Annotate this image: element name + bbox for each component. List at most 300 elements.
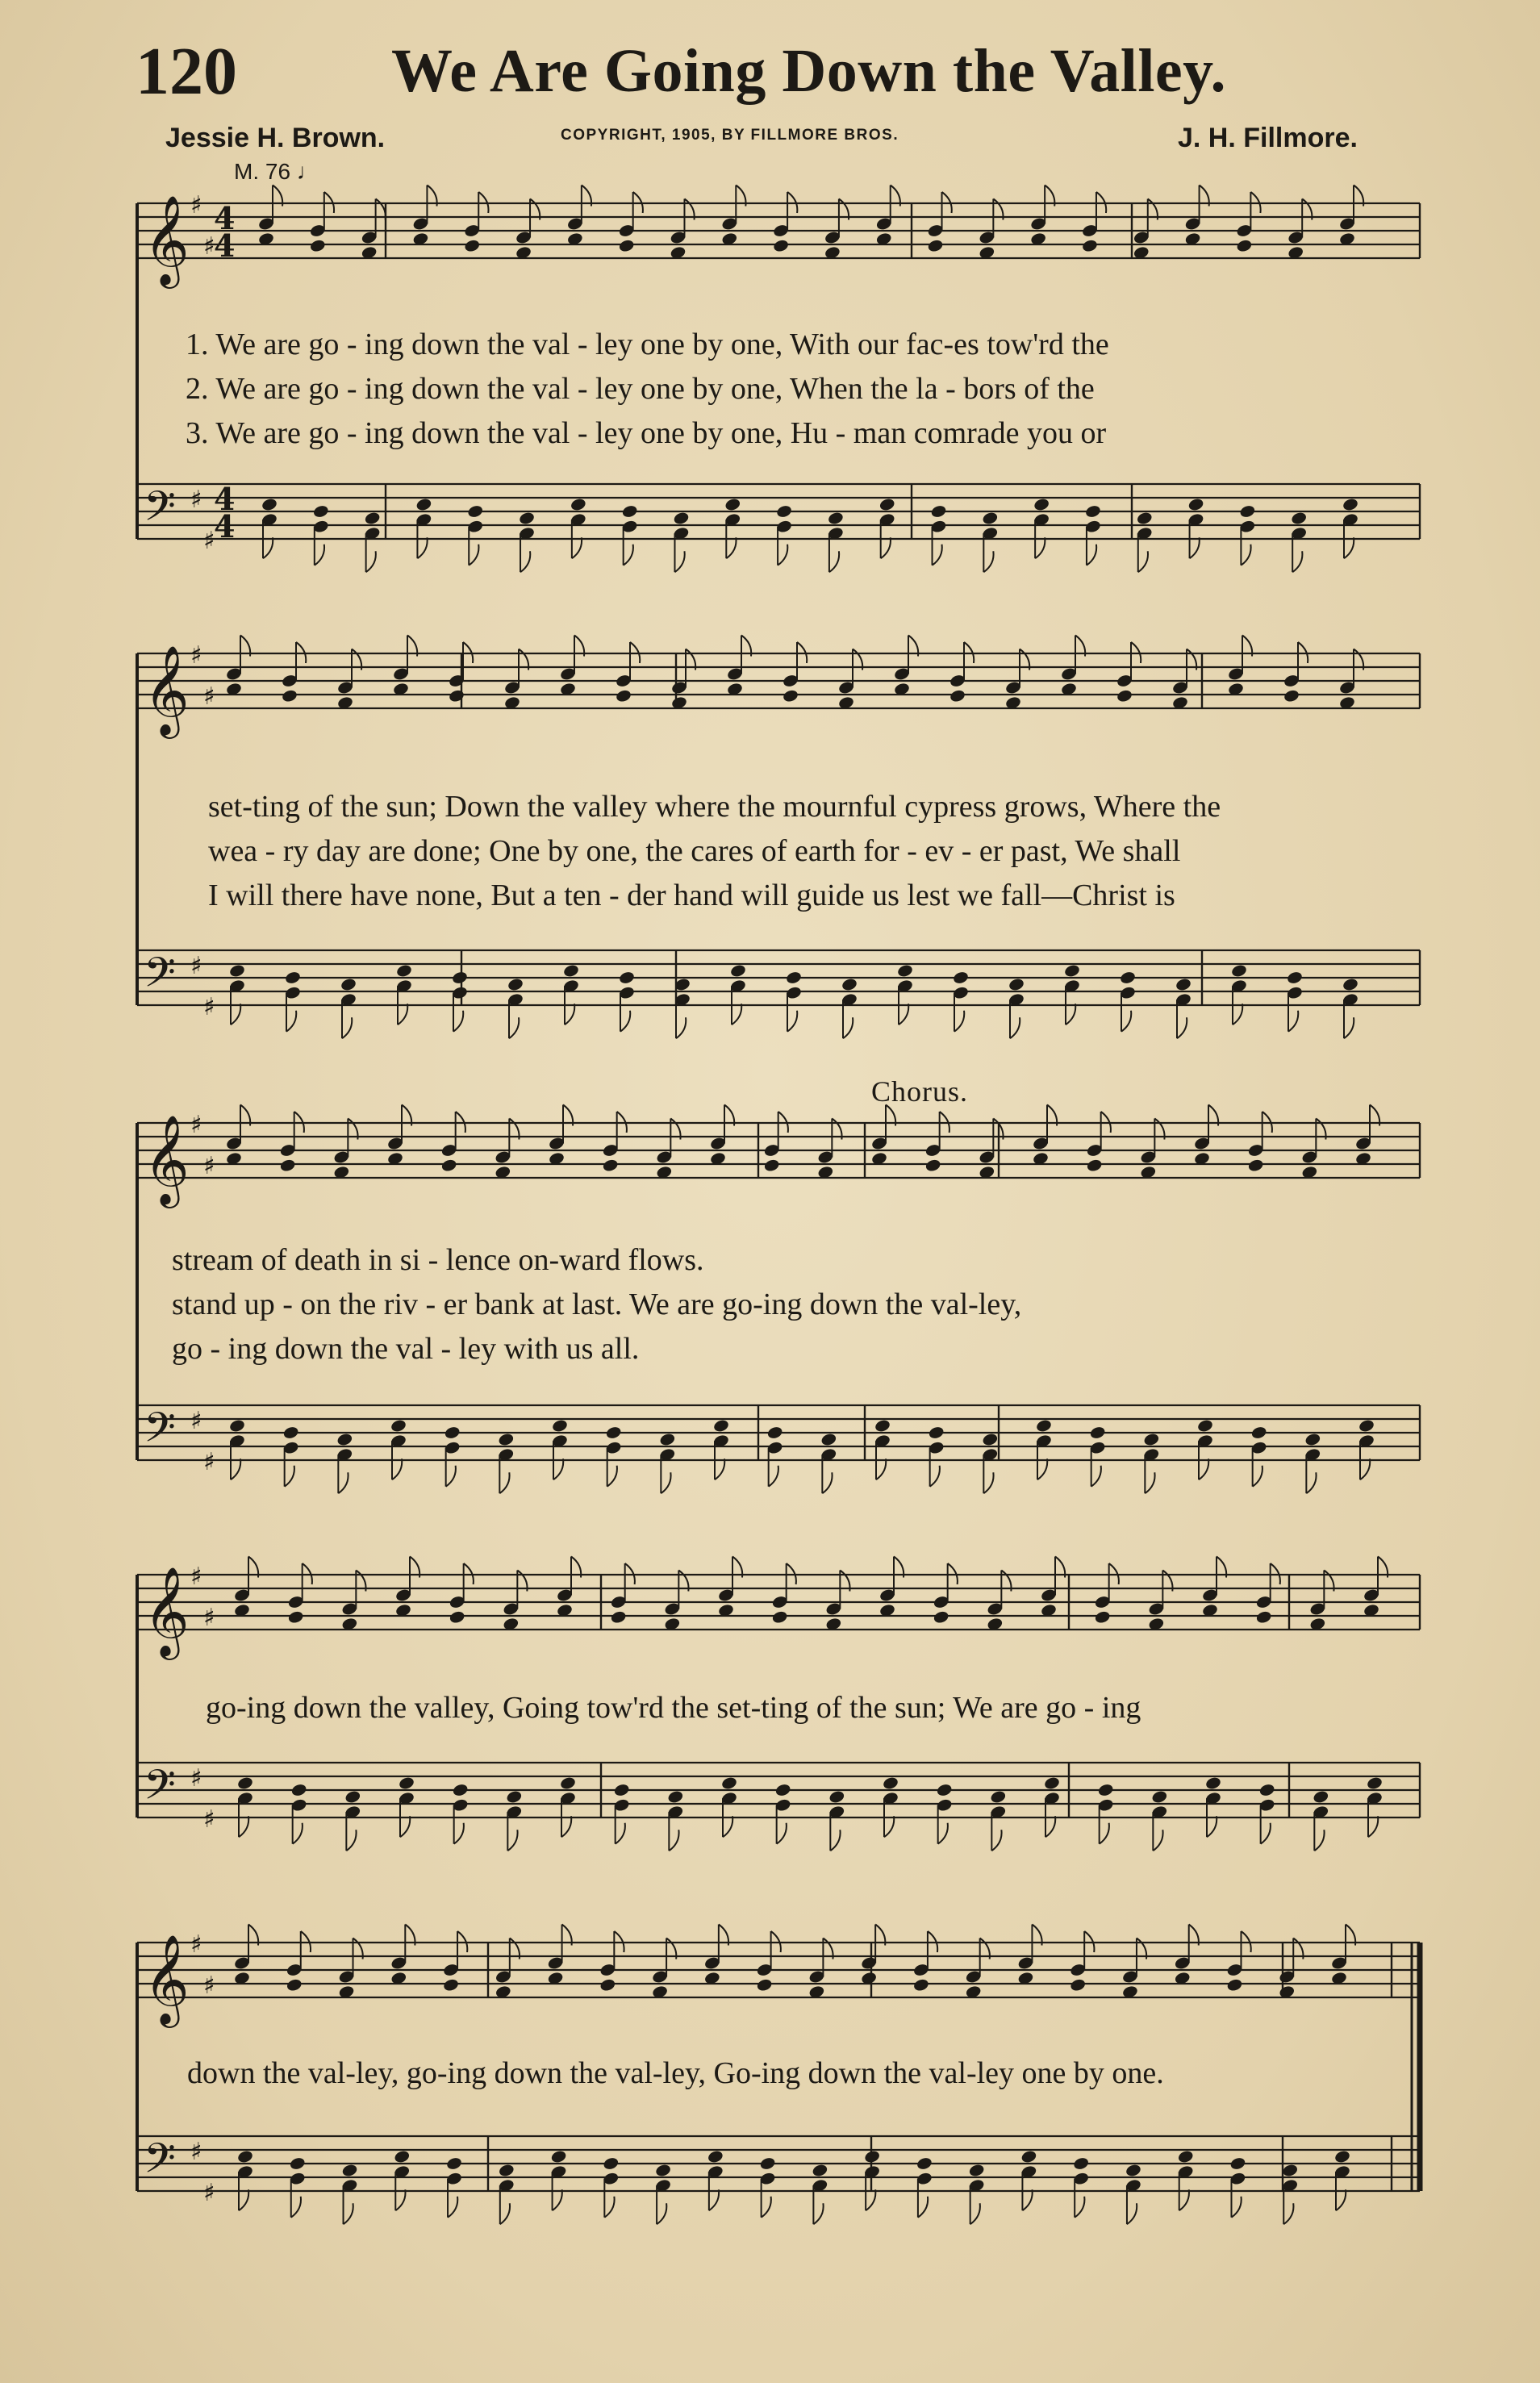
sharp-sign: ♯ xyxy=(190,1111,202,1139)
note-head xyxy=(949,689,966,703)
note-head xyxy=(506,1789,523,1804)
note-head xyxy=(562,963,579,978)
note-head xyxy=(289,2156,306,2171)
note-flag xyxy=(454,1823,464,1844)
sharp-sign: ♯ xyxy=(203,1152,215,1180)
note-head xyxy=(928,1425,945,1440)
time-signature: 4 xyxy=(214,200,236,236)
note-head xyxy=(448,689,465,703)
sharp-sign: ♯ xyxy=(203,2179,215,2207)
note-flag xyxy=(769,1466,778,1487)
note-head xyxy=(1282,2163,1299,2177)
note-flag xyxy=(604,2197,614,2218)
note-head xyxy=(464,239,481,253)
note-head xyxy=(930,504,947,519)
note-head xyxy=(724,497,741,511)
note-flag xyxy=(709,2189,719,2210)
note-flag xyxy=(1288,1011,1298,1032)
note-head xyxy=(729,963,746,978)
note-head xyxy=(912,1978,929,1993)
note-flag xyxy=(346,1830,356,1851)
note-flag xyxy=(954,1011,964,1032)
note-head xyxy=(603,2156,620,2171)
note-head xyxy=(712,1418,729,1433)
note-flag xyxy=(1035,537,1045,558)
note-flag xyxy=(1138,551,1148,572)
lyric-line: stream of death in si - lence on-ward flows. xyxy=(172,1243,704,1277)
treble-clef: 𝄞 xyxy=(144,645,190,735)
note-head xyxy=(415,497,432,511)
note-flag xyxy=(1066,1004,1075,1025)
note-flag xyxy=(866,2189,875,2210)
note-head xyxy=(1366,1776,1383,1790)
note-flag xyxy=(231,1004,240,1025)
note-head xyxy=(284,970,301,985)
note-head xyxy=(1230,963,1247,978)
note-head xyxy=(673,511,690,525)
note-head xyxy=(1136,511,1153,525)
note-flag xyxy=(398,1004,407,1025)
note-flag xyxy=(509,1017,519,1038)
sharp-sign: ♯ xyxy=(203,993,215,1021)
note-head xyxy=(882,1776,899,1790)
note-flag xyxy=(1037,1459,1047,1479)
note-flag xyxy=(933,545,942,565)
lyric-line: go-ing down the valley, Going tow'rd the set-ting of the sun; We are go - ing xyxy=(206,1691,1141,1725)
bass-clef: 𝄢 xyxy=(144,482,176,540)
note-flag xyxy=(1022,2189,1032,2210)
bass-clef: 𝄢 xyxy=(144,948,176,1007)
note-flag xyxy=(657,2203,666,2224)
note-flag xyxy=(881,537,891,558)
note-flag xyxy=(469,545,478,565)
sharp-sign: ♯ xyxy=(190,1407,202,1435)
note-head xyxy=(896,963,913,978)
note-head xyxy=(312,504,329,519)
note-flag xyxy=(1283,2203,1293,2224)
note-head xyxy=(444,1425,461,1440)
note-flag xyxy=(1091,1466,1101,1487)
note-head xyxy=(1291,511,1308,525)
note-head xyxy=(828,1789,845,1804)
note-head xyxy=(1175,977,1192,991)
sharp-sign: ♯ xyxy=(190,486,202,514)
sharp-sign: ♯ xyxy=(203,1972,215,2000)
sharp-sign: ♯ xyxy=(190,1930,202,1959)
note-head xyxy=(341,2163,358,2177)
note-head xyxy=(1236,239,1253,253)
note-flag xyxy=(1231,2197,1241,2218)
note-head xyxy=(1229,2156,1246,2171)
note-flag xyxy=(607,1466,617,1487)
composer-credit: J. H. Fillmore. xyxy=(1178,123,1358,153)
treble-clef: 𝄞 xyxy=(144,1934,190,2024)
sharp-sign: ♯ xyxy=(203,682,215,711)
note-head xyxy=(615,689,632,703)
note-flag xyxy=(983,1472,993,1493)
note-head xyxy=(309,239,326,253)
note-head xyxy=(982,1432,999,1446)
note-head xyxy=(228,963,245,978)
sharp-sign: ♯ xyxy=(190,2138,202,2166)
note-head xyxy=(774,1783,791,1797)
time-signature: 4 xyxy=(214,508,236,545)
bass-clef: 𝄢 xyxy=(144,2134,176,2193)
note-flag xyxy=(1360,1459,1370,1479)
note-head xyxy=(498,2163,515,2177)
note-flag xyxy=(1344,537,1354,558)
note-flag xyxy=(342,1017,352,1038)
note-head xyxy=(916,2156,933,2171)
note-head xyxy=(879,497,895,511)
note-head xyxy=(613,1783,630,1797)
note-flag xyxy=(1179,2189,1189,2210)
lyric-line: stand up - on the riv - er bank at last. We are go-ing down the val-ley, xyxy=(172,1287,1022,1321)
note-flag xyxy=(291,2197,301,2218)
note-head xyxy=(936,1783,953,1797)
note-head xyxy=(982,511,999,525)
treble-clef: 𝄞 xyxy=(144,194,190,285)
note-flag xyxy=(1190,537,1200,558)
note-flag xyxy=(500,2203,510,2224)
note-head xyxy=(1333,2149,1350,2164)
note-flag xyxy=(239,1816,248,1837)
sharp-sign: ♯ xyxy=(203,1805,215,1834)
note-head xyxy=(1070,1978,1087,1993)
note-head xyxy=(812,2163,828,2177)
note-head xyxy=(290,1783,307,1797)
note-flag xyxy=(344,2203,353,2224)
time-signature: 4 xyxy=(214,227,236,264)
note-head xyxy=(1081,239,1098,253)
treble-clef: 𝄞 xyxy=(144,1114,190,1204)
note-head xyxy=(1020,2149,1037,2164)
lyric-line: down the val-ley, go-ing down the val-ley, Go-ing down the val-ley one by one. xyxy=(187,2056,1164,2090)
hymn-number: 120 xyxy=(136,34,237,109)
chorus-label: Chorus. xyxy=(871,1075,969,1108)
note-head xyxy=(236,2149,253,2164)
note-head xyxy=(1151,1789,1168,1804)
note-flag xyxy=(822,1472,832,1493)
note-flag xyxy=(1292,551,1302,572)
note-head xyxy=(282,1425,299,1440)
note-flag xyxy=(930,1466,940,1487)
lyric-line: set-ting of the sun; Down the valley where the mournful cypress grows, Where the xyxy=(208,790,1221,824)
note-flag xyxy=(732,1004,741,1025)
sharp-sign: ♯ xyxy=(203,527,215,555)
note-flag xyxy=(231,1459,240,1479)
note-flag xyxy=(315,545,324,565)
note-head xyxy=(610,1610,627,1625)
note-head xyxy=(766,1425,783,1440)
note-head xyxy=(654,2163,671,2177)
sharp-sign: ♯ xyxy=(190,1764,202,1792)
note-flag xyxy=(726,537,736,558)
note-head xyxy=(395,963,412,978)
note-flag xyxy=(1199,1459,1208,1479)
note-head xyxy=(1086,1158,1103,1173)
note-head xyxy=(1033,497,1050,511)
note-head xyxy=(707,2149,724,2164)
treble-clef: 𝄞 xyxy=(144,1566,190,1656)
note-head xyxy=(1304,1432,1321,1446)
note-flag xyxy=(884,1816,894,1837)
note-head xyxy=(775,504,792,519)
note-flag xyxy=(338,1472,348,1493)
note-head xyxy=(498,1432,515,1446)
note-flag xyxy=(1306,1472,1316,1493)
note-head xyxy=(287,1610,304,1625)
note-head xyxy=(550,2149,567,2164)
note-flag xyxy=(1177,1017,1187,1038)
note-head xyxy=(1187,497,1204,511)
note-flag xyxy=(938,1823,948,1844)
note-head xyxy=(551,1418,568,1433)
note-head xyxy=(621,504,638,519)
note-head xyxy=(1247,1158,1264,1173)
sharp-sign: ♯ xyxy=(190,191,202,219)
note-head xyxy=(340,977,357,991)
note-flag xyxy=(239,2189,248,2210)
note-flag xyxy=(777,1823,787,1844)
note-flag xyxy=(991,1830,1001,1851)
note-head xyxy=(445,2156,462,2171)
note-flag xyxy=(843,1017,853,1038)
note-head xyxy=(390,1418,407,1433)
note-head xyxy=(1226,1978,1243,1993)
note-head xyxy=(659,1432,676,1446)
note-head xyxy=(559,1776,576,1790)
note-head xyxy=(452,1783,469,1797)
bass-clef: 𝄢 xyxy=(144,1760,176,1819)
note-head xyxy=(1204,1776,1221,1790)
note-head xyxy=(467,504,484,519)
note-head xyxy=(874,1418,891,1433)
note-flag xyxy=(1314,1830,1324,1851)
note-flag xyxy=(293,1823,303,1844)
note-head xyxy=(449,1610,465,1625)
note-head xyxy=(1116,689,1133,703)
note-flag xyxy=(624,545,633,565)
copyright-notice: COPYRIGHT, 1905, BY FILLMORE BROS. xyxy=(561,127,899,144)
note-head xyxy=(820,1432,837,1446)
note-flag xyxy=(392,1459,402,1479)
note-flag xyxy=(263,537,273,558)
note-head xyxy=(602,1158,619,1173)
lyric-line: go - ing down the val - ley with us all. xyxy=(172,1332,640,1366)
note-flag xyxy=(674,551,684,572)
note-head xyxy=(827,511,844,525)
lyricist-credit: Jessie H. Brown. xyxy=(165,123,386,153)
note-flag xyxy=(1207,1816,1217,1837)
note-flag xyxy=(553,1459,563,1479)
note-flag xyxy=(983,551,993,572)
time-signature: 4 xyxy=(214,481,236,517)
note-flag xyxy=(1153,1830,1162,1851)
note-head xyxy=(756,1978,773,1993)
note-head xyxy=(771,1610,788,1625)
note-head xyxy=(618,970,635,985)
note-flag xyxy=(572,537,582,558)
note-flag xyxy=(813,2203,823,2224)
note-flag xyxy=(1087,545,1096,565)
note-flag xyxy=(918,2197,928,2218)
note-flag xyxy=(787,1011,797,1032)
note-flag xyxy=(1336,2189,1346,2210)
note-flag xyxy=(553,2189,562,2210)
sharp-sign: ♯ xyxy=(203,232,215,261)
note-head xyxy=(286,1978,303,1993)
note-head xyxy=(440,1158,457,1173)
note-head xyxy=(1097,1783,1114,1797)
note-head xyxy=(782,689,799,703)
note-head xyxy=(570,497,586,511)
note-head xyxy=(785,970,802,985)
note-head xyxy=(1073,2156,1090,2171)
note-flag xyxy=(970,2203,980,2224)
note-flag xyxy=(395,2189,405,2210)
note-head xyxy=(1342,977,1358,991)
note-head xyxy=(1119,970,1136,985)
sharp-sign: ♯ xyxy=(203,1448,215,1476)
note-head xyxy=(927,239,944,253)
note-head xyxy=(720,1776,737,1790)
note-flag xyxy=(565,1004,574,1025)
note-head xyxy=(1255,1610,1272,1625)
sharp-sign: ♯ xyxy=(190,952,202,980)
note-head xyxy=(618,239,635,253)
note-head xyxy=(599,1978,616,1993)
note-head xyxy=(1286,970,1303,985)
note-flag xyxy=(762,2197,771,2218)
note-flag xyxy=(1261,1823,1271,1844)
note-head xyxy=(763,1158,780,1173)
note-flag xyxy=(1145,1472,1154,1493)
note-flag xyxy=(1233,1004,1242,1025)
note-head xyxy=(1358,1418,1375,1433)
note-flag xyxy=(1121,1011,1131,1032)
lyric-line: wea - ry day are done; One by one, the cares of earth for - ev - er past, We shall xyxy=(208,834,1181,868)
note-flag xyxy=(1344,1017,1354,1038)
note-head xyxy=(507,977,524,991)
note-head xyxy=(772,239,789,253)
note-flag xyxy=(366,551,376,572)
note-head xyxy=(1035,1418,1052,1433)
note-flag xyxy=(676,1017,686,1038)
note-head xyxy=(279,1158,296,1173)
note-flag xyxy=(417,537,427,558)
note-head xyxy=(605,1425,622,1440)
note-head xyxy=(1313,1789,1329,1804)
note-head xyxy=(1125,2163,1141,2177)
note-head xyxy=(924,1158,941,1173)
lyric-line: 1. We are go - ing down the val - ley one by one, With our fac-es tow'rd the xyxy=(186,328,1109,361)
note-head xyxy=(990,1789,1007,1804)
note-head xyxy=(667,1789,684,1804)
note-flag xyxy=(520,551,530,572)
note-flag xyxy=(620,1011,630,1032)
note-head xyxy=(841,977,858,991)
note-flag xyxy=(1127,2203,1137,2224)
note-flag xyxy=(661,1472,670,1493)
note-flag xyxy=(829,551,839,572)
note-head xyxy=(1177,2149,1194,2164)
lyric-line: 3. We are go - ing down the val - ley one by one, Hu - man comrade you or xyxy=(186,416,1107,450)
note-head xyxy=(394,2149,411,2164)
note-head xyxy=(1094,1610,1111,1625)
note-flag xyxy=(1045,1816,1055,1837)
note-head xyxy=(933,1610,949,1625)
note-flag xyxy=(1368,1816,1378,1837)
note-head xyxy=(1196,1418,1213,1433)
note-flag xyxy=(507,1830,517,1851)
note-flag xyxy=(446,1466,456,1487)
note-flag xyxy=(669,1830,678,1851)
note-flag xyxy=(778,545,787,565)
note-flag xyxy=(1241,545,1250,565)
note-flag xyxy=(876,1459,886,1479)
note-flag xyxy=(899,1004,908,1025)
note-head xyxy=(336,1432,353,1446)
lyric-line: 2. We are go - ing down the val - ley one by one, When the la - bors of the xyxy=(186,372,1095,406)
note-flag xyxy=(400,1816,410,1837)
note-flag xyxy=(285,1466,294,1487)
note-head xyxy=(281,689,298,703)
note-head xyxy=(1143,1432,1160,1446)
note-flag xyxy=(1010,1017,1020,1038)
note-flag xyxy=(715,1459,724,1479)
note-head xyxy=(261,497,278,511)
note-flag xyxy=(830,1830,840,1851)
note-head xyxy=(228,1418,245,1433)
note-head xyxy=(1043,1776,1060,1790)
note-head xyxy=(952,970,969,985)
note-head xyxy=(1258,1783,1275,1797)
note-flag xyxy=(1075,2197,1084,2218)
note-flag xyxy=(499,1472,509,1493)
note-head xyxy=(518,511,535,525)
note-head xyxy=(759,2156,776,2171)
note-head xyxy=(442,1978,459,1993)
note-flag xyxy=(453,1011,463,1032)
note-head xyxy=(364,511,381,525)
note-head xyxy=(398,1776,415,1790)
note-head xyxy=(863,2149,880,2164)
note-head xyxy=(1008,977,1025,991)
sharp-sign: ♯ xyxy=(190,641,202,670)
note-head xyxy=(344,1789,361,1804)
lyric-line: I will there have none, But a ten - der hand will guide us lest we fall—Christ is xyxy=(208,878,1175,912)
note-head xyxy=(1250,1425,1267,1440)
note-flag xyxy=(723,1816,732,1837)
note-head xyxy=(1063,963,1080,978)
note-head xyxy=(451,970,468,985)
sharp-sign: ♯ xyxy=(190,1563,202,1591)
note-flag xyxy=(561,1816,571,1837)
note-flag xyxy=(448,2197,457,2218)
note-flag xyxy=(1100,1823,1109,1844)
tempo-marking: M. 76 ♩ xyxy=(234,159,319,184)
note-flag xyxy=(616,1823,625,1844)
note-head xyxy=(1283,689,1300,703)
note-head xyxy=(968,2163,985,2177)
note-head xyxy=(1342,497,1358,511)
note-head xyxy=(1084,504,1101,519)
note-head xyxy=(236,1776,253,1790)
note-flag xyxy=(1253,1466,1262,1487)
note-head xyxy=(1239,504,1256,519)
sharp-sign: ♯ xyxy=(203,1604,215,1632)
